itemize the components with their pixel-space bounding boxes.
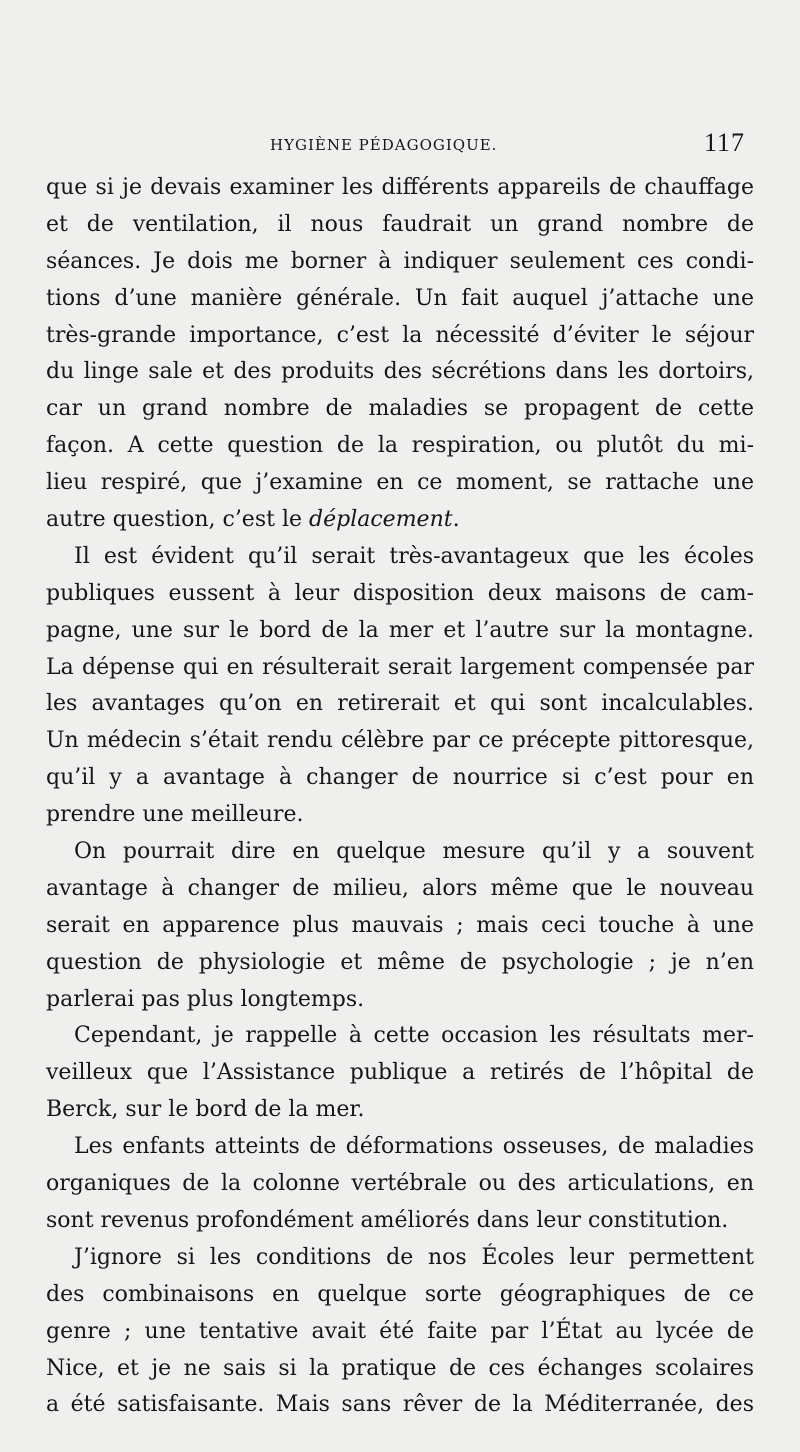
text-line xyxy=(46,354,754,391)
text-line-content: avantage à changer de milieu, alors même que le nouveau xyxy=(46,875,754,901)
text-line-content: séances. Je dois me borner à indiquer seulement ces condi- xyxy=(46,248,754,274)
text-line-content: serait en apparence plus mauvais ; mais ceci touche à une xyxy=(46,912,754,938)
text-line-content: les avantages qu’on en retirerait et qui sont incalculables. xyxy=(46,691,754,717)
text-line xyxy=(46,686,754,723)
text-line xyxy=(46,908,754,945)
text-line-content: On pourrait dire en quelque mesure qu’il y a souvent xyxy=(74,839,754,865)
text-line-content: que si je devais examiner les différents appareils de chauffage xyxy=(46,175,754,200)
text-line xyxy=(46,1055,754,1092)
text-line xyxy=(46,1092,754,1129)
text-line xyxy=(46,1166,754,1203)
page-number: 117 xyxy=(703,128,745,157)
text-line-content: prendre une meilleure. xyxy=(46,802,304,828)
text-line-content: J’ignore si les conditions de nos Écoles leur permettent xyxy=(74,1244,754,1270)
text-line-content: question de physiologie et même de psychologie ; je n’en xyxy=(46,949,754,975)
text-line xyxy=(46,1314,754,1351)
text-line xyxy=(46,1351,754,1388)
text-line xyxy=(46,502,754,539)
text-line xyxy=(46,244,754,281)
text-line-content: sont revenus profondément améliorés dans leur constitution. xyxy=(46,1207,729,1233)
text-line-content: Il est évident qu’il serait très-avantageux que les écoles xyxy=(74,543,754,569)
text-line-content: autre question, c’est le xyxy=(46,507,310,533)
text-line xyxy=(46,982,754,1019)
text-line-content: pagne, une sur le bord de la mer et l’autre sur la montagne. xyxy=(46,617,754,643)
text-line xyxy=(46,945,754,982)
running-header xyxy=(270,128,745,162)
text-line xyxy=(46,1129,754,1166)
text-line xyxy=(46,1277,754,1314)
text-line-content: qu’il y a avantage à changer de nourrice si c’est pour en xyxy=(46,765,754,791)
text-line xyxy=(46,428,754,465)
text-line xyxy=(46,834,754,871)
text-line xyxy=(46,207,754,244)
text-line-content: et de ventilation, il nous faudrait un grand nombre de xyxy=(46,211,754,237)
text-line-content: du linge sale et des produits des sécrétions dans les dortoirs, xyxy=(46,359,754,385)
text-line-content: façon. A cette question de la respiration, ou plutôt du mi- xyxy=(46,433,754,459)
italic-term: déplacement xyxy=(309,507,453,533)
text-line xyxy=(46,391,754,428)
text-line xyxy=(46,1018,754,1055)
text-line xyxy=(46,170,754,207)
text-line xyxy=(46,650,754,687)
text-line xyxy=(46,539,754,576)
text-line-content: publiques eussent à leur disposition deux maisons de cam- xyxy=(46,580,754,606)
text-line xyxy=(46,723,754,760)
text-line xyxy=(46,1203,754,1240)
text-line-content: Les enfants atteints de déformations osseuses, de maladies xyxy=(74,1134,754,1160)
text-line xyxy=(46,576,754,613)
text-line-content: car un grand nombre de maladies se propagent de cette xyxy=(46,396,754,422)
text-line xyxy=(46,1240,754,1277)
text-line-content: Cependant, je rappelle à cette occasion les résultats mer- xyxy=(74,1023,754,1049)
text-line xyxy=(46,613,754,650)
text-line-content: La dépense qui en résulterait serait largement compensée par xyxy=(46,654,754,680)
body-text xyxy=(46,170,754,1424)
text-line xyxy=(46,281,754,318)
text-line-content: très-grande importance, c’est la nécessité d’éviter le séjour xyxy=(46,322,754,348)
text-line-content: veilleux que l’Assistance publique a retirés de l’hôpital de xyxy=(46,1060,754,1086)
text-line-content: genre ; une tentative avait été faite par l’État au lycée de xyxy=(46,1318,754,1344)
text-line-content: lieu respiré, que j’examine en ce moment, se rattache une xyxy=(46,470,754,496)
text-line-content: des combinaisons en quelque sorte géographiques de ce xyxy=(46,1281,754,1307)
text-line-content: Berck, sur le bord de la mer. xyxy=(46,1097,365,1123)
text-line-tail: . xyxy=(452,507,460,533)
text-line xyxy=(46,871,754,908)
text-line xyxy=(46,318,754,355)
text-line-content: a été satisfaisante. Mais sans rêver de la Méditerranée, des xyxy=(46,1392,754,1418)
text-line-content: parlerai pas plus longtemps. xyxy=(46,986,365,1012)
text-line xyxy=(46,465,754,502)
running-title: HYGIÈNE PÉDAGOGIQUE. xyxy=(270,136,498,154)
text-line xyxy=(46,760,754,797)
text-line-content: tions d’une manière générale. Un fait auquel j’attache une xyxy=(46,285,754,311)
text-line xyxy=(46,797,754,834)
text-line-content: Nice, et je ne sais si la pratique de ces échanges scolaires xyxy=(46,1355,754,1381)
text-line xyxy=(46,1387,754,1424)
text-line-content: Un médecin s’était rendu célèbre par ce précepte pittoresque, xyxy=(46,728,754,754)
text-line-content: organiques de la colonne vertébrale ou des articulations, en xyxy=(46,1171,754,1197)
